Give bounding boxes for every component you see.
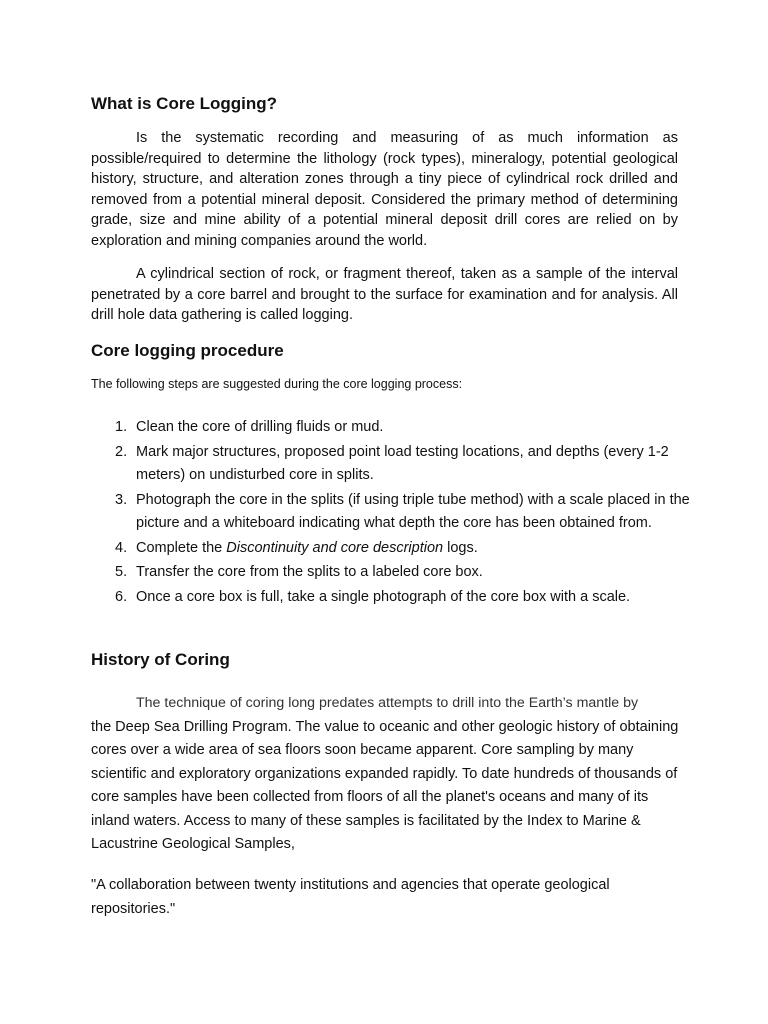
list-item-text: Once a core box is full, take a single photograph of the core box with a scale.	[136, 588, 631, 605]
paragraph-history-body: the Deep Sea Drilling Program. The value to oceanic and other geologic history of obtaining cores over a wide area of sea floors soon became apparent. Core sampling by many scientific and exploratory organizations expanded rapidly. To date hundreds of thousands of core samples have been collected from floors of all the planet's oceans and many of its inland waters. Access to many of these samples is facilitated by the Index to Marine & Lacustrine Geological Samples,	[91, 718, 679, 852]
procedure-steps-list	[91, 416, 691, 610]
list-item	[91, 441, 691, 488]
list-item	[91, 561, 691, 585]
list-item-number: 2.	[115, 443, 128, 460]
section-title-history-of-coring: History of Coring	[91, 650, 230, 669]
paragraph-history	[91, 692, 681, 857]
list-item	[91, 416, 691, 440]
list-item-text: Mark major structures, proposed point load testing locations, and depths (every 1-2 meters) on undisturbed core in splits.	[136, 443, 669, 483]
list-item	[91, 489, 691, 536]
list-item-number: 5.	[115, 564, 128, 580]
list-item-text-after: logs.	[443, 539, 478, 556]
list-item	[91, 586, 691, 610]
procedure-intro: The following steps are suggested during the core logging process:	[91, 377, 463, 391]
list-item-text-before: Complete the	[136, 539, 227, 556]
section-title-core-logging-procedure: Core logging procedure	[91, 341, 284, 360]
paragraph-history-lead: The technique of coring long predates attempts to drill into the Earth’s mantle by	[136, 695, 639, 711]
paragraph-cylindrical-section: A cylindrical section of rock, or fragment thereof, taken as a sample of the interval penetrated by a core barrel and brought to the surface for examination and for analysis. All drill hole data gathering is called logging.	[91, 266, 678, 323]
list-item-number: 3.	[115, 491, 128, 508]
list-item-text: Clean the core of drilling fluids or mud.	[136, 419, 384, 435]
list-item-text: Transfer the core from the splits to a labeled core box.	[136, 564, 483, 580]
section-title-what-is-core-logging: What is Core Logging?	[91, 94, 278, 113]
list-item-number: 4.	[115, 539, 128, 556]
list-item-number: 6.	[115, 588, 128, 605]
paragraph-definition: Is the systematic recording and measuring of as much information as possible/required to determine the lithology (rock types), mineralogy, potential geological history, structure, and alteration zones through a tiny piece of cylindrical rock drilled and removed from a potential mineral deposit. Considered the primary method of determining grade, size and mine ability of a potential mineral deposit drill cores are relied on by exploration and mining companies around the world.	[91, 130, 678, 249]
paragraph-quote: "A collaboration between twenty institutions and agencies that operate geological repositories."	[91, 877, 610, 917]
list-item-text: Photograph the core in the splits (if using triple tube method) with a scale placed in the picture and a whiteboard indicating what depth the core has been obtained from.	[136, 491, 690, 531]
list-item-number: 1.	[115, 419, 128, 435]
list-item	[91, 537, 691, 561]
list-item-italic-term: Discontinuity and core description	[226, 539, 444, 556]
